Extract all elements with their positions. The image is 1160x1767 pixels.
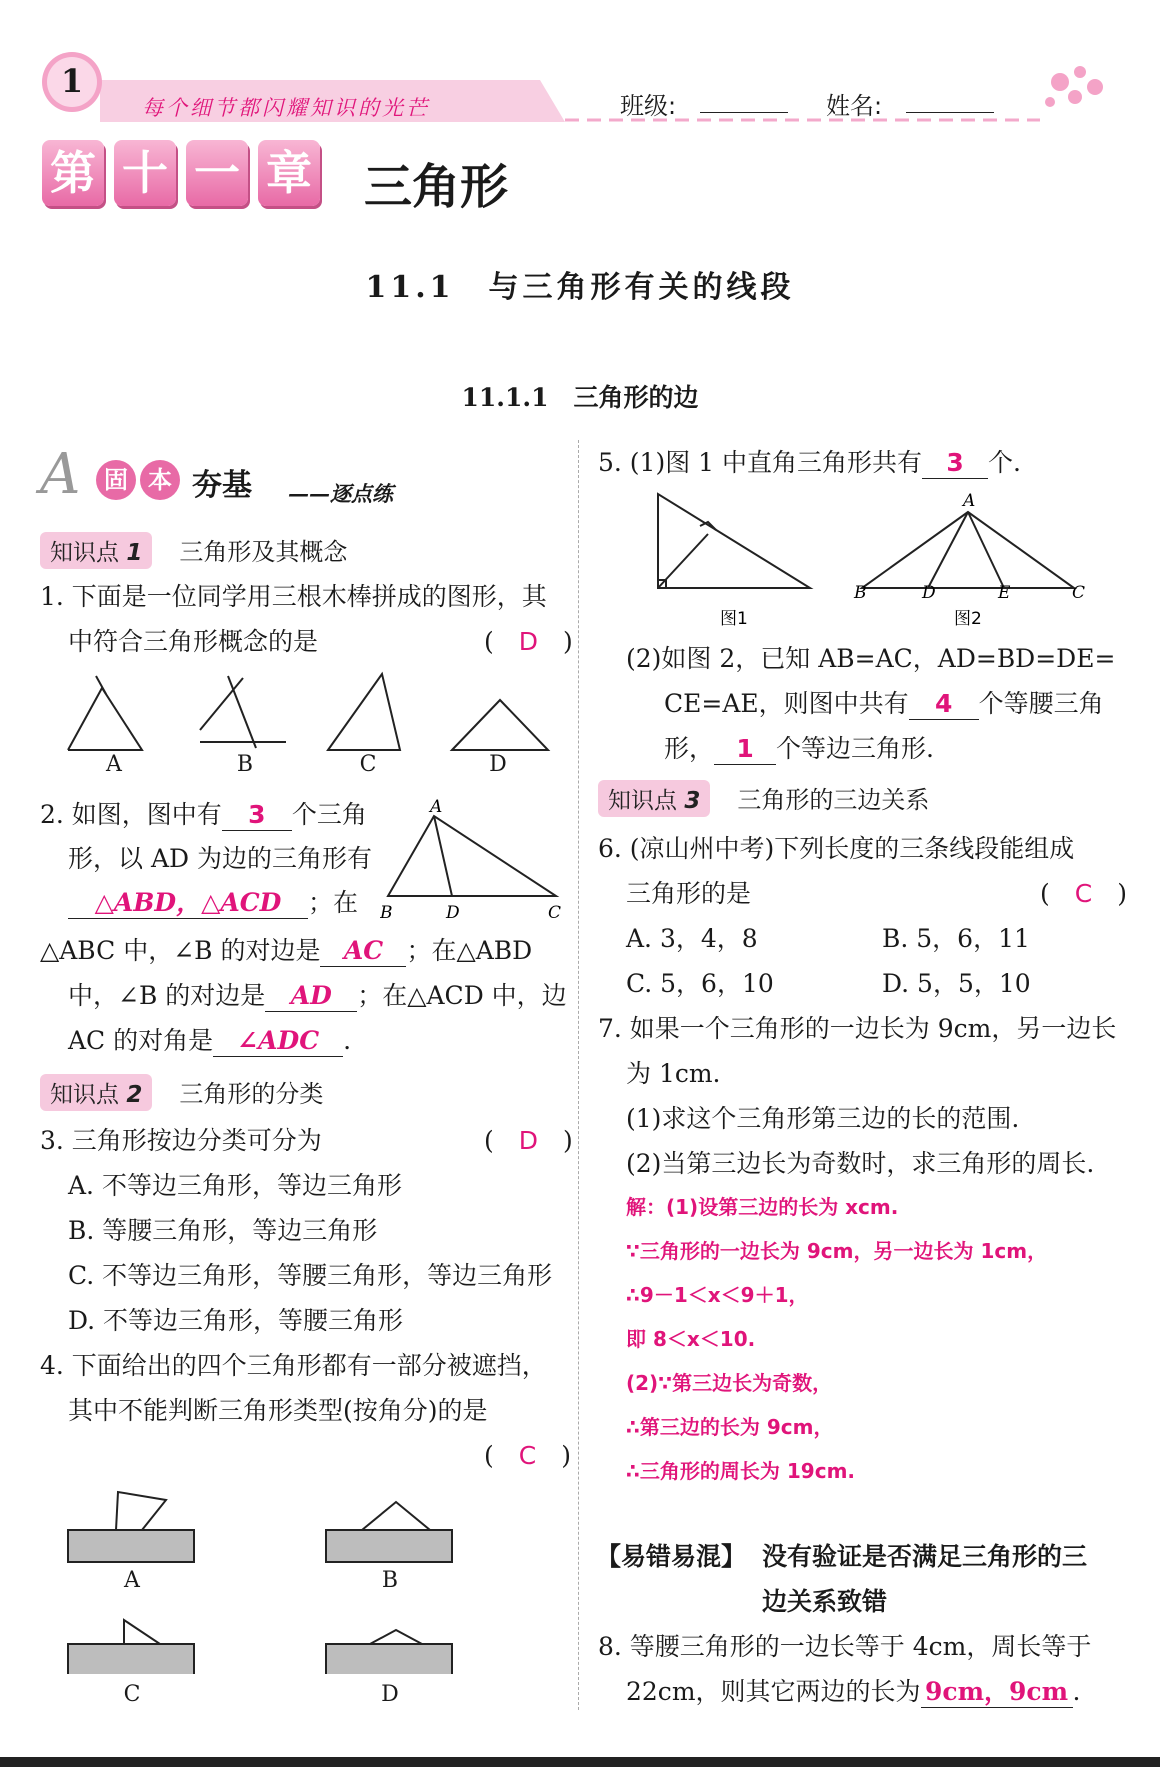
q2-blank-5[interactable]: ∠ADC bbox=[213, 1026, 343, 1057]
q7-solution-line: ∴9－1＜x＜9＋1， bbox=[626, 1283, 809, 1307]
q5-part1: 5. (1)图 1 中直角三角形共有 3 个. bbox=[598, 448, 1021, 477]
q7-solution-line: (2)∵第三边长为奇数， bbox=[626, 1371, 833, 1395]
column-divider bbox=[578, 440, 579, 1710]
q6-answer-bracket: ( C ) bbox=[1040, 879, 1127, 908]
q4-fig-c bbox=[124, 1620, 160, 1644]
flourish-icon bbox=[1045, 66, 1103, 107]
q2-line4: △ABC 中，∠B 的对边是 AC ；在△ABD bbox=[40, 936, 533, 965]
mistake-label: 【易错易混】 bbox=[596, 1542, 747, 1571]
q4-line2: 其中不能判断三角形类型(按角分)的是 bbox=[68, 1396, 488, 1425]
q4-line1: 4. 下面给出的四个三角形都有一部分被遮挡， bbox=[40, 1351, 547, 1380]
section-title: 11.1 与三角形有关的线段 bbox=[365, 270, 795, 305]
chapter-char: 一 bbox=[186, 140, 248, 206]
q5-fig1 bbox=[658, 494, 810, 588]
q5-blank-3[interactable]: 1 bbox=[714, 734, 776, 765]
q2-blank-3[interactable]: AC bbox=[320, 936, 406, 967]
q5-fig2-c: C bbox=[1072, 583, 1086, 603]
q5-blank-1[interactable]: 3 bbox=[922, 448, 988, 479]
q5-fig2-e: E bbox=[998, 583, 1011, 603]
name-label: 姓名: bbox=[826, 92, 883, 120]
q5-fig2 bbox=[862, 512, 1074, 588]
q1-fig-d bbox=[452, 700, 548, 750]
q5-part2-line3: 形， 1 个等边三角形. bbox=[664, 734, 934, 763]
q3-option: D. 不等边三角形，等腰三角形 bbox=[68, 1306, 404, 1335]
q4-fig-b bbox=[362, 1502, 430, 1530]
q5-figures bbox=[650, 490, 1090, 630]
kd-tag: 知识点 3 bbox=[598, 780, 710, 817]
q7-line3: (1)求这个三角形第三边的长的范围. bbox=[626, 1104, 1020, 1133]
q1-answer: D bbox=[518, 627, 539, 656]
q8-blank[interactable]: 9cm，9cm bbox=[921, 1677, 1073, 1708]
q4-answer-bracket: ( C ) bbox=[484, 1441, 571, 1470]
q1-fig-b bbox=[200, 678, 243, 730]
q1-figures bbox=[60, 668, 560, 754]
q3-answer: D bbox=[518, 1126, 539, 1155]
header-slogan: 每个细节都闪耀知识的光芒 bbox=[142, 96, 430, 120]
q6-line1: 6. (凉山州中考)下列长度的三条线段能组成 bbox=[598, 834, 1075, 863]
q6-option: A. 3，4，8 bbox=[626, 924, 758, 953]
q4-fig-d bbox=[370, 1630, 422, 1644]
q5-fig2-a: A bbox=[963, 491, 976, 511]
q2-line2: 形，以 AD 为边的三角形有 bbox=[68, 844, 372, 873]
q2-line3: △ABD，△ACD ；在 bbox=[68, 880, 358, 925]
chapter-title: 三角形 bbox=[364, 159, 509, 215]
q7-line1: 7. 如果一个三角形的一边长为 9cm，另一边长 bbox=[598, 1014, 1117, 1043]
kd-title: 三角形及其概念 bbox=[179, 538, 348, 566]
q2-line5: 中，∠B 的对边是 AD ；在△ACD 中，边 bbox=[68, 981, 567, 1010]
q4-answer: C bbox=[518, 1441, 537, 1470]
q2-line1: 2. 如图，图中有 3 个三角 bbox=[40, 800, 367, 829]
q2-line6: AC 的对角是 ∠ADC . bbox=[68, 1026, 352, 1055]
q4-fig-label: A bbox=[124, 1568, 140, 1593]
q6-option: C. 5，6，10 bbox=[626, 969, 774, 998]
q4-fig-label: B bbox=[381, 1568, 399, 1593]
q3-option: C. 不等边三角形，等腰三角形，等边三角形 bbox=[68, 1261, 553, 1290]
chapter-char: 十 bbox=[114, 140, 176, 206]
q3-option: A. 不等边三角形，等边三角形 bbox=[68, 1171, 402, 1200]
block-a-heading bbox=[40, 442, 420, 518]
kd-tag: 知识点 1 bbox=[40, 532, 152, 569]
bottom-bar bbox=[0, 1757, 1160, 1767]
name-field[interactable] bbox=[906, 112, 994, 113]
q7-line4: (2)当第三边长为奇数时，求三角形的周长. bbox=[626, 1149, 1095, 1178]
q6-option: D. 5，5，10 bbox=[882, 969, 1031, 998]
q8-line2: 22cm，则其它两边的长为 9cm，9cm . bbox=[626, 1677, 1081, 1706]
page-number: 1 bbox=[60, 62, 84, 100]
q2-blank-1[interactable]: 3 bbox=[222, 800, 292, 831]
q3-stem: 3. 三角形按边分类可分为 bbox=[40, 1126, 322, 1155]
q1-fig-label: B bbox=[236, 752, 254, 777]
q1-fig-label: C bbox=[359, 752, 377, 777]
class-field[interactable] bbox=[700, 112, 788, 113]
knowledge-point-1 bbox=[40, 532, 347, 569]
q6-option: B. 5，6，11 bbox=[882, 924, 1030, 953]
chapter-char: 第 bbox=[42, 140, 104, 206]
q7-solution-line: 即 8＜x＜10. bbox=[626, 1327, 756, 1351]
q7-solution-line: 解：(1)设第三边的长为 xcm. bbox=[626, 1195, 899, 1219]
kd-tag: 知识点 2 bbox=[40, 1074, 152, 1111]
q5-fig2-b: B bbox=[854, 583, 867, 603]
class-label: 班级: bbox=[620, 92, 677, 120]
mistake-line2: 边关系致错 bbox=[762, 1587, 888, 1616]
q7-line2: 为 1cm. bbox=[626, 1059, 721, 1088]
q1-fig-a bbox=[68, 688, 142, 750]
q2-fig-label-c: C bbox=[548, 903, 562, 920]
q6-answer: C bbox=[1074, 879, 1093, 908]
q7-solution-line: ∵三角形的一边长为 9cm，另一边长为 1cm， bbox=[626, 1239, 1048, 1263]
kd-title: 三角形的三边关系 bbox=[737, 786, 930, 814]
q1-answer-bracket: ( D ) bbox=[484, 627, 573, 656]
q5-fig2-d: D bbox=[922, 583, 936, 603]
q3-option: B. 等腰三角形，等边三角形 bbox=[68, 1216, 378, 1245]
chapter-char: 章 bbox=[258, 140, 320, 206]
q5-part2-line2: CE=AE，则图中共有 4 个等腰三角 bbox=[664, 689, 1104, 718]
knowledge-point-2 bbox=[40, 1074, 323, 1111]
subsection-title: 11.1.1 三角形的边 bbox=[461, 383, 699, 412]
q1-fig-label: A bbox=[106, 752, 122, 777]
block-a-letter: A bbox=[40, 442, 81, 507]
q2-fig-label-d: D bbox=[446, 903, 460, 920]
block-a-subtitle: ——逐点练 bbox=[288, 481, 393, 506]
block-a-char: 固 bbox=[96, 460, 136, 500]
q4-fig-label: D bbox=[381, 1682, 399, 1707]
q2-fig-label-a: A bbox=[430, 797, 443, 817]
q2-blank-4[interactable]: AD bbox=[265, 981, 357, 1012]
kd-title: 三角形的分类 bbox=[179, 1080, 324, 1108]
block-a-rest: 夯基 bbox=[192, 468, 252, 503]
q1-fig-label: D bbox=[489, 752, 507, 777]
q2-fig-label-b: B bbox=[380, 903, 393, 920]
q5-fig2-caption: 图2 bbox=[954, 609, 982, 629]
knowledge-point-3 bbox=[598, 780, 929, 817]
q2-blank-2[interactable]: △ABD，△ACD bbox=[68, 888, 308, 919]
q8-line1: 8. 等腰三角形的一边长等于 4cm，周长等于 bbox=[598, 1632, 1092, 1661]
q2-figure bbox=[380, 796, 562, 920]
block-a-char: 本 bbox=[140, 460, 180, 500]
q1-line2: 中符合三角形概念的是 bbox=[68, 627, 319, 656]
q5-fig1-caption: 图1 bbox=[720, 609, 748, 629]
q4-fig-a bbox=[116, 1492, 166, 1530]
q4-fig-label: C bbox=[123, 1682, 141, 1707]
q1-fig-c bbox=[328, 674, 400, 750]
q3-answer-bracket: ( D ) bbox=[484, 1126, 573, 1155]
q5-blank-2[interactable]: 4 bbox=[909, 689, 979, 720]
q7-solution-line: ∴三角形的周长为 19cm. bbox=[626, 1459, 856, 1483]
mistake-line1: 没有验证是否满足三角形的三 bbox=[762, 1542, 1088, 1571]
q5-part2-line1: (2)如图 2，已知 AB=AC，AD=BD=DE= bbox=[626, 644, 1116, 673]
q7-solution-line: ∴第三边的长为 9cm， bbox=[626, 1415, 834, 1439]
q6-line2: 三角形的是 bbox=[626, 879, 752, 908]
q1-line1: 1. 下面是一位同学用三根木棒拼成的图形，其 bbox=[40, 582, 547, 611]
